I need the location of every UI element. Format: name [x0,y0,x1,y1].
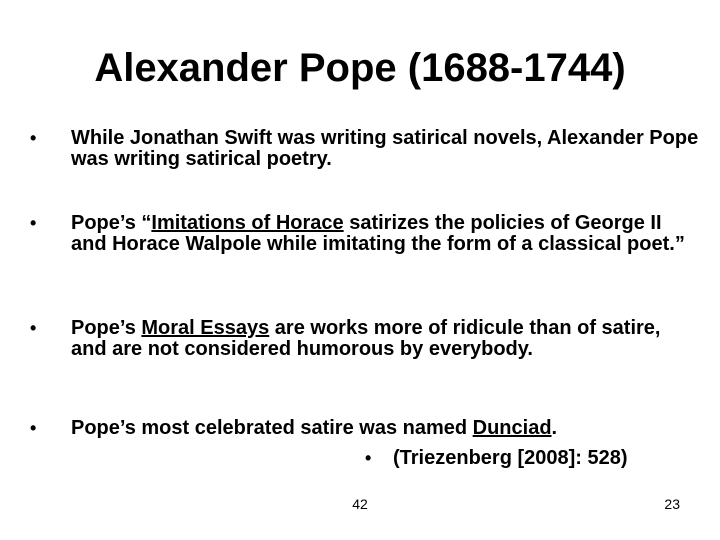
bullet-text [71,318,700,360]
bullet-text-suffix: satirizes the policies of George II and Horace Walpole while imitating the form of a classical poet.” [71,212,685,255]
slide-title: Alexander Pope (1688-1744) [94,46,626,90]
bullet-text-prefix: Pope’s most celebrated satire was named [71,417,473,439]
bullet-item-4 [30,418,700,439]
bullet-icon: • [30,213,37,233]
bullet-item-3 [30,318,700,360]
bullet-icon: • [30,318,37,338]
work-title-moral-essays: Moral Essays [141,317,270,339]
bullet-text-prefix: Pope’s “ [71,212,152,234]
bullet-icon: • [30,128,37,148]
work-title-dunciad: Dunciad [472,417,552,439]
bullet-text-suffix: . [551,417,558,439]
slide-number: 23 [664,496,680,512]
bullet-item-1 [30,128,700,170]
bullet-item-2 [30,213,700,255]
citation-text: (Triezenberg [2008]: 528) [393,447,628,469]
bullet-text: While Jonathan Swift was writing satirical novels, Alexander Pope was writing satirical poetry. [71,127,699,170]
bullet-text [71,213,700,255]
bullet-icon: • [365,448,372,468]
citation [365,446,628,470]
bullet-text-prefix: Pope’s [71,317,142,339]
work-title-imitations-of-horace: Imitations of Horace [151,212,344,234]
bullet-text [71,418,700,439]
bullet-icon: • [30,418,37,438]
footer-center-number: 42 [352,496,368,512]
bullet-text-suffix: are works more of ridicule than of satire, and are not considered humorous by everybody. [71,317,661,360]
